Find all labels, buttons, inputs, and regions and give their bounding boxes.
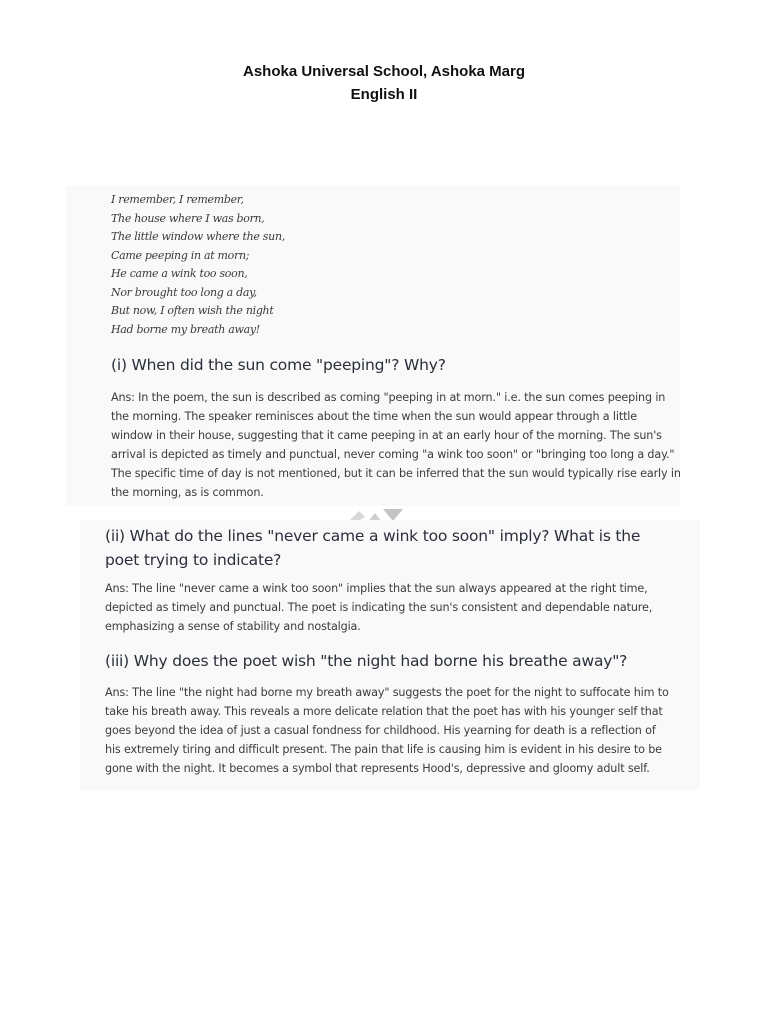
- poem-line: But now, I often wish the night: [111, 304, 274, 317]
- answer-1: [111, 388, 679, 502]
- answer-line: Ans: The line "never came a wink too soon" implies that the sun always appeared at the right time,: [105, 582, 648, 595]
- question-2-line: (ii) What do the lines "never came a wink too soon" imply? What is the: [105, 527, 641, 545]
- poem-excerpt: [111, 191, 285, 339]
- answer-line: arrival is depicted as timely and punctual, never coming "a wink too soon" or "bringing too long a day.": [111, 448, 675, 461]
- answer-line: The specific time of day is not mentioned, but it can be inferred that the sun would typically rise early in: [111, 467, 681, 480]
- questions-2-3-panel: [80, 520, 700, 790]
- answer-line: his extremely tiring and difficult present. The pain that life is causing him is evident in his desire to be: [105, 743, 662, 756]
- answer-line: Ans: The line "the night had borne my breath away" suggests the poet for the night to suffocate him to: [105, 686, 669, 699]
- poem-line: The house where I was born,: [111, 211, 265, 225]
- answer-2: [105, 579, 695, 636]
- answer-line: the morning, as is common.: [111, 486, 264, 499]
- question-2-heading: [105, 524, 685, 572]
- poem-line: Had borne my breath away!: [111, 322, 260, 336]
- poem-line: The little window where the sun,: [111, 230, 285, 243]
- subject-title: English II: [350, 86, 418, 103]
- poem-line: He came a wink too soon,: [111, 267, 248, 280]
- answer-line: take his breath away. This reveals a more delicate relation that the poet has with his younger self that: [105, 705, 663, 718]
- poem-line: I remember, I remember,: [111, 193, 244, 206]
- answer-line: depicted as timely and punctual. The poet is indicating the sun's consistent and dependable nature,: [105, 601, 653, 614]
- poem-and-question-1-panel: [66, 186, 680, 506]
- answer-line: emphasizing a sense of stability and nostalgia.: [105, 620, 361, 633]
- school-name: Ashoka Universal School, Ashoka Marg: [242, 63, 526, 80]
- question-3-heading: (iii) Why does the poet wish "the night had borne his breathe away"?: [105, 652, 628, 670]
- answer-line: the morning. The speaker reminisces about the time when the sun would appear through a little: [111, 410, 637, 423]
- poem-line: Came peeping in at morn;: [111, 248, 250, 262]
- document-header: [0, 60, 768, 106]
- answer-line: window in their house, suggesting that it came peeping in at an early hour of the morning. The sun's: [111, 429, 662, 442]
- answer-3: [105, 683, 695, 778]
- answer-line: gone with the night. It becomes a symbol that represents Hood's, depressive and gloomy adult self.: [105, 762, 650, 775]
- question-1-heading: (i) When did the sun come "peeping"? Why?: [111, 356, 446, 374]
- poem-line: Nor brought too long a day,: [111, 285, 257, 299]
- answer-line: goes beyond the idea of just a casual fondness for childhood. His yearning for death is a reflection of: [105, 724, 656, 737]
- answer-line: Ans: In the poem, the sun is described as coming "peeping in at morn." i.e. the sun comes peeping in: [111, 391, 666, 404]
- question-2-line: poet trying to indicate?: [105, 551, 282, 569]
